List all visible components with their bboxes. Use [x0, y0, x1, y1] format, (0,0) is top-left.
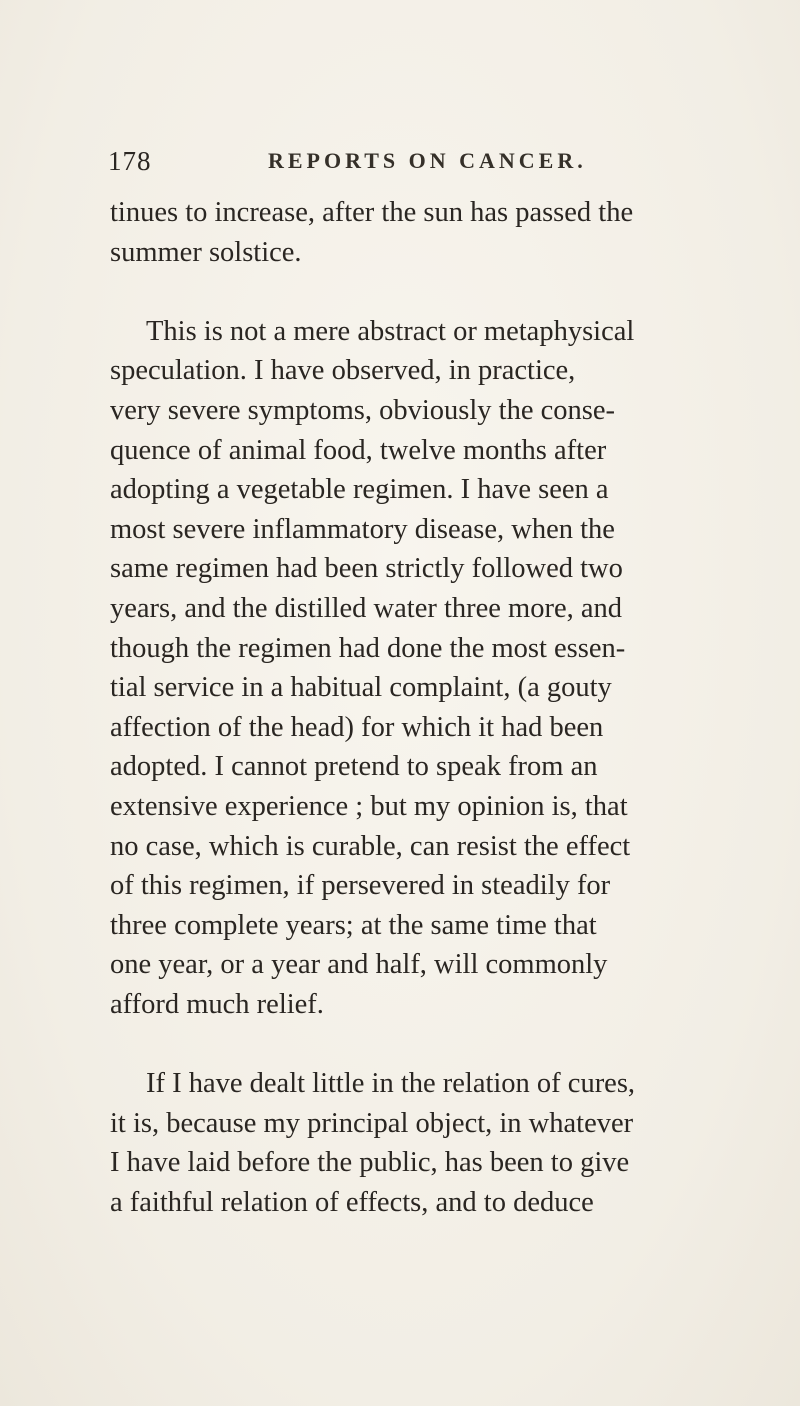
text-line: no case, which is curable, can resist the effect	[110, 830, 631, 862]
text-line: afford much relief.	[110, 988, 324, 1020]
text-line: most severe inflammatory disease, when the	[110, 513, 615, 545]
text-line: it is, because my principal object, in whatever	[110, 1107, 634, 1139]
text-line: one year, or a year and half, will commonly	[110, 949, 608, 981]
text-line: very severe symptoms, obviously the conse-	[110, 394, 615, 426]
running-head: REPORTS ON CANCER.	[268, 148, 587, 173]
page-number: 178	[108, 146, 152, 176]
text-line: affection of the head) for which it had been	[110, 711, 604, 743]
text-line: same regimen had been strictly followed two	[110, 553, 623, 585]
paragraph-continuation	[110, 193, 700, 272]
paragraph-cures	[110, 1064, 700, 1222]
text-line: of this regimen, if persevered in steadily for	[110, 870, 611, 902]
text-line: adopted. I cannot pretend to speak from an	[110, 751, 598, 783]
text-line: I have laid before the public, has been to give	[110, 1147, 630, 1179]
text-line: If I have dealt little in the relation of cures,	[146, 1068, 636, 1100]
text-line: quence of animal food, twelve months after	[110, 434, 607, 466]
text-line: though the regimen had done the most essen-	[110, 632, 626, 664]
paragraph-speculation	[110, 312, 700, 1025]
text-line: speculation. I have observed, in practice,	[110, 355, 576, 387]
text-line: extensive experience ; but my opinion is, that	[110, 790, 628, 822]
text-line: years, and the distilled water three more, and	[110, 592, 623, 624]
text-line: adopting a vegetable regimen. I have seen a	[110, 474, 609, 506]
text-line: three complete years; at the same time that	[110, 909, 597, 941]
text-line: a faithful relation of effects, and to deduce	[110, 1186, 594, 1218]
text-line: This is not a mere abstract or metaphysical	[146, 315, 635, 347]
page-header	[108, 146, 748, 180]
text-line: tial service in a habitual complaint, (a gouty	[110, 672, 612, 704]
body-text	[110, 193, 700, 1222]
text-line: summer solstice.	[110, 236, 302, 268]
text-line: tinues to increase, after the sun has passed the	[110, 197, 634, 228]
